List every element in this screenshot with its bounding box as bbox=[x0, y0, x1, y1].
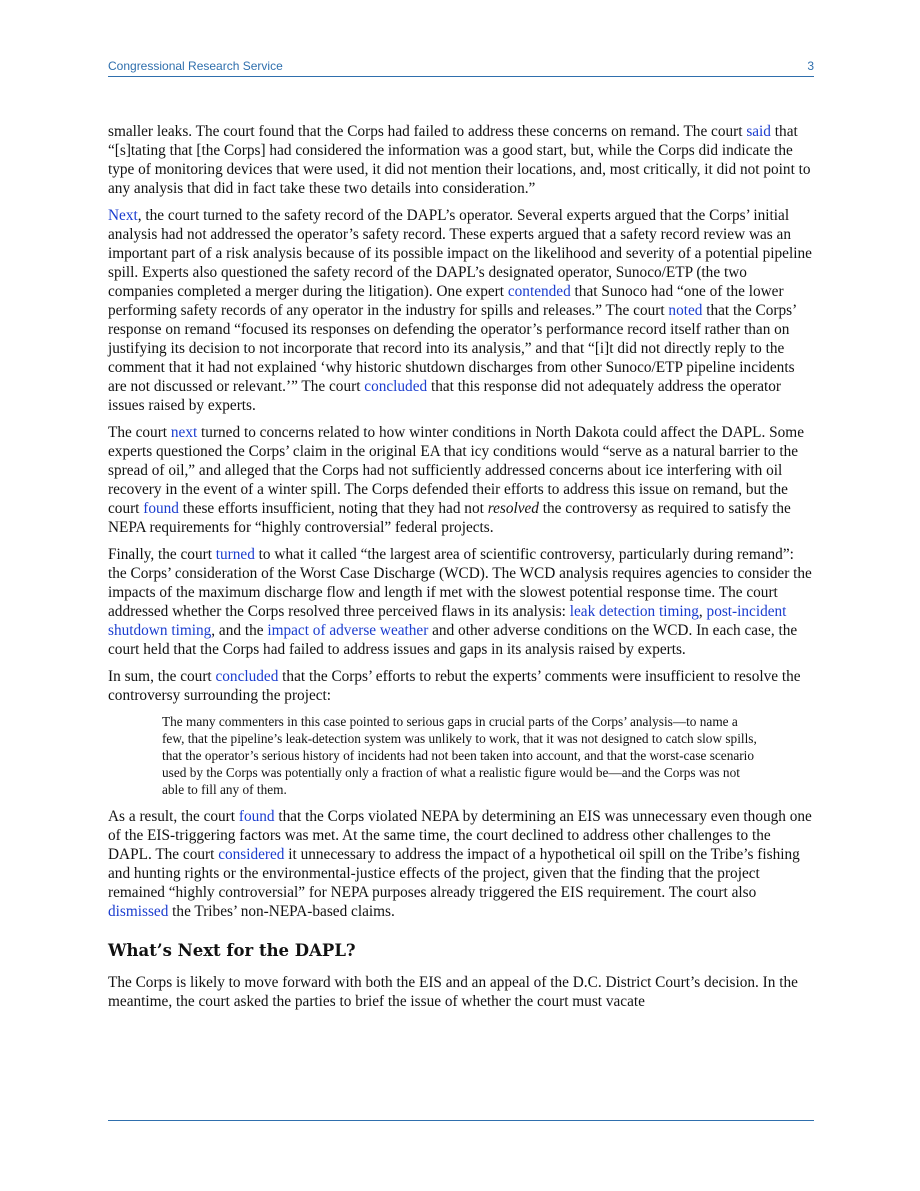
link-contended[interactable]: contended bbox=[507, 283, 571, 300]
emphasis-resolved: resolved bbox=[487, 500, 539, 517]
paragraph-1: smaller leaks. The court found that the Corps had failed to address these concerns on remand. The court said that “[s]tating that [the Corps] had considered the information was a good start, but, while the Corps did indicate the type of monitoring devices that were used, it did not mention their locations, and, most critically, it did not point to any analysis that did in fact take these two details into consideration.” bbox=[108, 123, 811, 197]
link-found-violated[interactable]: found bbox=[238, 808, 275, 825]
footer-divider bbox=[108, 1120, 814, 1121]
section-heading: What’s Next for the DAPL? bbox=[108, 941, 356, 960]
link-considered[interactable]: considered bbox=[218, 846, 285, 863]
paragraph-5: In sum, the court concluded that the Corps’ efforts to rebut the experts’ comments were insufficient to resolve the controversy surrounding the project: bbox=[108, 668, 801, 704]
link-impact-of-adverse-weather[interactable]: impact of adverse weather bbox=[267, 622, 429, 639]
link-dismissed[interactable]: dismissed bbox=[108, 903, 169, 920]
block-quote: The many commenters in this case pointed to serious gaps in crucial parts of the Corps’ analysis—to name a few, that the pipeline’s leak-detection system was unlikely to work, that it was not designed to catch slow spills, that the operator’s serious history of incidents had not been taken into account, and that the worst-case scenario used by the Corps was potentially only a fraction of what a realistic figure would be—and the Corps was not able to fill any of them. bbox=[162, 714, 757, 797]
link-said[interactable]: said bbox=[746, 123, 771, 140]
link-turned[interactable]: turned bbox=[215, 546, 255, 563]
link-concluded-sum[interactable]: concluded bbox=[215, 668, 279, 685]
paragraph-4: Finally, the court turned to what it called “the largest area of scientific controversy, particularly during remand”: the Corps’ consideration of the Worst Case Discharge (WCD). The WCD analysis requires agencies to consider the impacts of the maximum discharge flow and length if met with the slowest potential response time. The court addressed whether the Corps resolved three perceived flaws in its analysis: leak detection timing, post-incident shutdown timing, and the impact of adverse weather and other adverse conditions on the WCD. In each case, the court held that the Corps had failed to address issues and gaps in its analysis raised by experts. bbox=[108, 546, 812, 658]
link-next-winter[interactable]: next bbox=[170, 424, 198, 441]
link-noted[interactable]: noted bbox=[668, 302, 703, 319]
document-body bbox=[108, 122, 816, 1019]
paragraph-2: Next, the court turned to the safety record of the DAPL’s operator. Several experts argued that the Corps’ initial analysis had not addressed the operator’s safety record. These experts argued that a safety record review was an important part of a risk analysis because of its possible impact on the likelihood and severity of a potential pipeline spill. Experts also questioned the safety record of the DAPL’s designated operator, Sunoco/ETP (the two companies completed a merger during the litigation). One expert contended that Sunoco had “one of the lower performing safety records of any operator in the industry for spills and releases.” The court noted that the Corps’ response on remand “focused its responses on defending the operator’s performance record itself rather than on justifying its decision to not incorporate that record into its analysis,” and that “[i]t did not directly reply to the comment that it had not explained ‘why historic shutdown discharges from other Sunoco/ETP pipeline incidents are not discussed or relevant.’” The court concluded that this response did not adequately address the operator issues raised by experts. bbox=[108, 207, 812, 414]
page-number: 3 bbox=[807, 59, 814, 73]
link-next[interactable]: Next bbox=[108, 207, 138, 224]
link-found-insufficient[interactable]: found bbox=[143, 500, 179, 517]
header-source: Congressional Research Service bbox=[108, 59, 283, 73]
page-header bbox=[108, 58, 814, 77]
paragraph-6: As a result, the court found that the Corps violated NEPA by determining an EIS was unnecessary even though one of the EIS-triggering factors was met. At the same time, the court declined to address other challenges to the DAPL. The court considered it unnecessary to address the impact of a hypothetical oil spill on the Tribe’s fishing and hunting rights or the environmental-justice effects of the project, given that the finding that the project remained “highly controversial” for NEPA purposes already triggered the EIS requirement. The court also dismissed the Tribes’ non-NEPA-based claims. bbox=[108, 808, 812, 920]
paragraph-7: The Corps is likely to move forward with both the EIS and an appeal of the D.C. District Court’s decision. In the meantime, the court asked the parties to brief the issue of whether the court must vacate bbox=[108, 974, 798, 1010]
paragraph-3: The court next turned to concerns related to how winter conditions in North Dakota could affect the DAPL. Some experts questioned the Corps’ claim in the original EA that icy conditions would “serve as a natural barrier to the spread of oil,” and alleged that the Corps had not sufficiently addressed concerns about ice interfering with oil recovery in the event of a winter spill. The Corps defended their efforts to address this issue on remand, but the court found these efforts insufficient, noting that they had not resolved the controversy as required to satisfy the NEPA requirements for “highly controversial” federal projects. bbox=[108, 424, 804, 536]
link-post-incident-shutdown-timing[interactable]: post-incident shutdown timing bbox=[108, 603, 787, 639]
link-leak-detection-timing[interactable]: leak detection timing bbox=[569, 603, 699, 620]
link-concluded[interactable]: concluded bbox=[364, 378, 428, 395]
